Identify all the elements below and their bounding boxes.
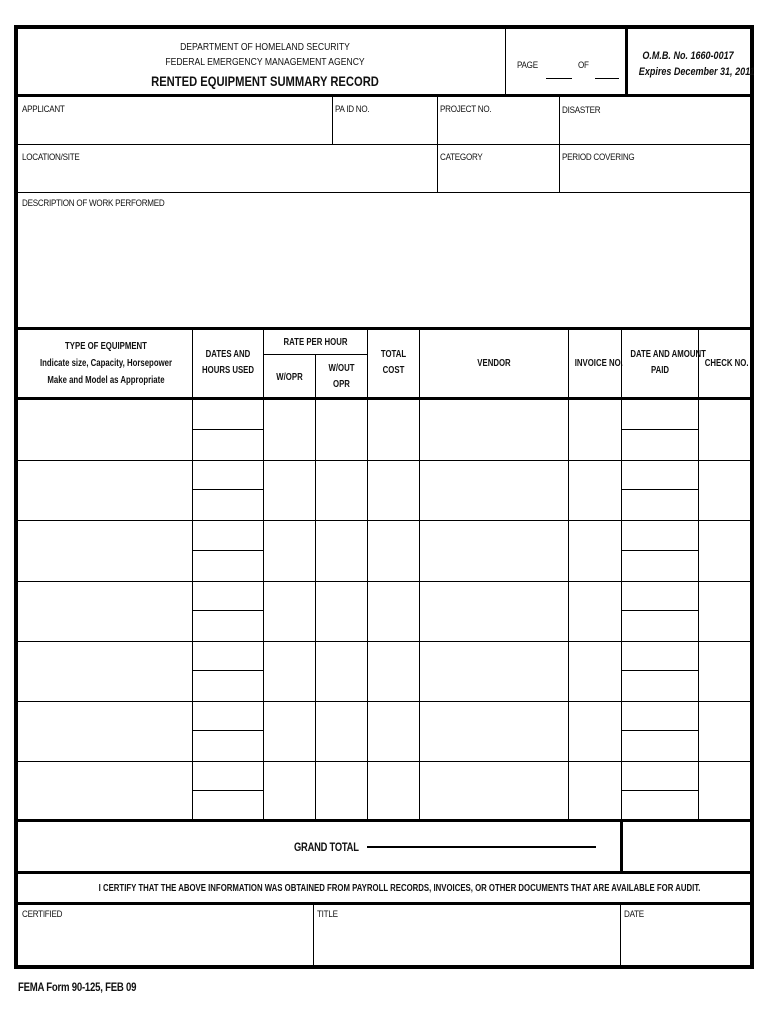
date-amount-paid-cell-top[interactable] — [625, 705, 695, 727]
vendor-cell[interactable] — [423, 587, 565, 633]
dates-hours-header: DATES AND HOURS USED — [201, 349, 255, 376]
type-of-equipment-cell[interactable] — [23, 647, 189, 693]
total-cost-cell[interactable] — [371, 466, 416, 512]
type-of-equipment-cell[interactable] — [23, 526, 189, 572]
dates-hours-cell-top[interactable] — [196, 464, 260, 486]
rate-with-operator-cell[interactable] — [267, 647, 312, 693]
rate-with-operator-cell[interactable] — [267, 526, 312, 572]
description-label: DESCRIPTION OF WORK PERFORMED — [22, 198, 165, 209]
grand-total-label: GRAND TOTAL — [294, 840, 359, 854]
dates-hours-cell-bottom[interactable] — [196, 494, 260, 516]
title-label: TITLE — [317, 909, 338, 920]
omb-number: O.M.B. No. 1660-0017 — [642, 50, 734, 62]
date-label: DATE — [624, 909, 644, 920]
page-number-field[interactable] — [546, 66, 572, 79]
type-of-equipment-cell[interactable] — [23, 707, 189, 753]
date-amount-paid-cell-bottom[interactable] — [625, 795, 695, 817]
invoice-no-cell[interactable] — [572, 466, 618, 512]
date-amount-paid-cell-top[interactable] — [625, 404, 695, 426]
check-no-cell[interactable] — [702, 647, 748, 693]
vendor-header: VENDOR — [477, 358, 511, 369]
rate-with-operator-cell[interactable] — [267, 406, 312, 452]
dates-hours-cell-top[interactable] — [196, 524, 260, 546]
check-no-cell[interactable] — [702, 406, 748, 452]
rate-with-operator-cell[interactable] — [267, 767, 312, 813]
type-of-equipment-cell[interactable] — [23, 406, 189, 452]
pa-id-field[interactable] — [335, 118, 433, 140]
grand-total-field[interactable] — [626, 832, 746, 862]
dates-hours-cell-top[interactable] — [196, 404, 260, 426]
category-label: CATEGORY — [440, 152, 483, 163]
invoice-no-cell[interactable] — [572, 587, 618, 633]
location-field[interactable] — [22, 166, 432, 188]
rate-per-hour-header: RATE PER HOUR — [283, 337, 348, 348]
of-label: OF — [578, 60, 589, 71]
department-name: DEPARTMENT OF HOMELAND SECURITY — [180, 41, 350, 53]
rate-with-operator-cell[interactable] — [267, 466, 312, 512]
form-number: FEMA Form 90-125, FEB 09 — [18, 980, 137, 994]
type-of-equipment-header: TYPE OF EQUIPMENT Indicate size, Capacity, Horsepower Make and Model as Appropriate — [39, 341, 173, 386]
agency-name: FEDERAL EMERGENCY MANAGEMENT AGENCY — [165, 56, 365, 68]
type-of-equipment-cell[interactable] — [23, 767, 189, 813]
invoice-no-header: INVOICE NO. — [574, 358, 623, 369]
certification-statement: I CERTIFY THAT THE ABOVE INFORMATION WAS OBTAINED FROM PAYROLL RECORDS, INVOICES, OR OTHER DOCUMENTS THAT ARE AVAILABLE FOR AUDIT. — [98, 883, 701, 894]
date-amount-paid-cell-top[interactable] — [625, 464, 695, 486]
date-amount-paid-cell-bottom[interactable] — [625, 555, 695, 577]
invoice-no-cell[interactable] — [572, 526, 618, 572]
invoice-no-cell[interactable] — [572, 707, 618, 753]
dates-hours-cell-bottom[interactable] — [196, 675, 260, 697]
vendor-cell[interactable] — [423, 406, 565, 452]
date-field[interactable] — [624, 926, 746, 954]
date-amount-paid-cell-bottom[interactable] — [625, 615, 695, 637]
w-opr-header: W/OPR — [276, 372, 303, 383]
grand-total-line — [367, 846, 596, 848]
total-cost-cell[interactable] — [371, 526, 416, 572]
page-total-field[interactable] — [595, 66, 619, 79]
invoice-no-cell[interactable] — [572, 647, 618, 693]
title-field[interactable] — [317, 926, 613, 954]
page-label: PAGE — [517, 60, 538, 71]
dates-hours-cell-bottom[interactable] — [196, 795, 260, 817]
applicant-field[interactable] — [22, 118, 327, 140]
dates-hours-cell-top[interactable] — [196, 585, 260, 607]
type-of-equipment-cell[interactable] — [23, 587, 189, 633]
total-cost-cell[interactable] — [371, 707, 416, 753]
w-out-opr-header: W/OUT OPR — [328, 363, 355, 390]
rate-without-operator-cell[interactable] — [319, 647, 364, 693]
disaster-label: DISASTER — [562, 105, 601, 116]
date-amount-paid-header: DATE AND AMOUNT PAID — [630, 349, 706, 376]
location-label: LOCATION/SITE — [22, 152, 80, 163]
rate-without-operator-cell[interactable] — [319, 406, 364, 452]
dates-hours-cell-bottom[interactable] — [196, 615, 260, 637]
date-amount-paid-cell-bottom[interactable] — [625, 494, 695, 516]
total-cost-cell[interactable] — [371, 587, 416, 633]
rate-without-operator-cell[interactable] — [319, 466, 364, 512]
rate-with-operator-cell[interactable] — [267, 707, 312, 753]
vendor-cell[interactable] — [423, 466, 565, 512]
dates-hours-cell-bottom[interactable] — [196, 555, 260, 577]
rate-without-operator-cell[interactable] — [319, 707, 364, 753]
total-cost-cell[interactable] — [371, 767, 416, 813]
vendor-cell[interactable] — [423, 767, 565, 813]
total-cost-cell[interactable] — [371, 647, 416, 693]
rate-without-operator-cell[interactable] — [319, 526, 364, 572]
date-amount-paid-cell-top[interactable] — [625, 524, 695, 546]
check-no-header: CHECK NO. — [704, 358, 749, 369]
type-of-equipment-cell[interactable] — [23, 466, 189, 512]
invoice-no-cell[interactable] — [572, 406, 618, 452]
vendor-cell[interactable] — [423, 526, 565, 572]
date-amount-paid-cell-top[interactable] — [625, 645, 695, 667]
check-no-cell[interactable] — [702, 707, 748, 753]
vendor-cell[interactable] — [423, 707, 565, 753]
date-amount-paid-cell-bottom[interactable] — [625, 675, 695, 697]
period-label: PERIOD COVERING — [562, 152, 635, 163]
dates-hours-cell-bottom[interactable] — [196, 434, 260, 456]
category-field[interactable] — [440, 166, 554, 188]
rate-without-operator-cell[interactable] — [319, 587, 364, 633]
dates-hours-cell-top[interactable] — [196, 705, 260, 727]
total-cost-cell[interactable] — [371, 406, 416, 452]
dates-hours-cell-top[interactable] — [196, 645, 260, 667]
certified-field[interactable] — [22, 926, 307, 954]
date-amount-paid-cell-top[interactable] — [625, 765, 695, 787]
rate-without-operator-cell[interactable] — [319, 767, 364, 813]
pa-id-label: PA ID NO. — [335, 104, 370, 115]
check-no-cell[interactable] — [702, 526, 748, 572]
total-cost-header: TOTAL COST — [380, 349, 407, 376]
project-label: PROJECT NO. — [440, 104, 492, 115]
form-title: RENTED EQUIPMENT SUMMARY RECORD — [151, 73, 379, 89]
invoice-no-cell[interactable] — [572, 767, 618, 813]
disaster-field[interactable] — [562, 118, 746, 140]
dates-hours-cell-bottom[interactable] — [196, 735, 260, 757]
expiration-date: Expires December 31, 2011 — [638, 66, 755, 78]
period-field[interactable] — [562, 166, 746, 188]
dates-hours-cell-top[interactable] — [196, 765, 260, 787]
date-amount-paid-cell-bottom[interactable] — [625, 434, 695, 456]
applicant-label: APPLICANT — [22, 104, 65, 115]
vendor-cell[interactable] — [423, 647, 565, 693]
date-amount-paid-cell-bottom[interactable] — [625, 735, 695, 757]
project-field[interactable] — [440, 118, 554, 140]
check-no-cell[interactable] — [702, 466, 748, 512]
description-field[interactable] — [22, 212, 744, 322]
check-no-cell[interactable] — [702, 767, 748, 813]
rate-with-operator-cell[interactable] — [267, 587, 312, 633]
certified-label: CERTIFIED — [22, 909, 63, 920]
check-no-cell[interactable] — [702, 587, 748, 633]
date-amount-paid-cell-top[interactable] — [625, 585, 695, 607]
